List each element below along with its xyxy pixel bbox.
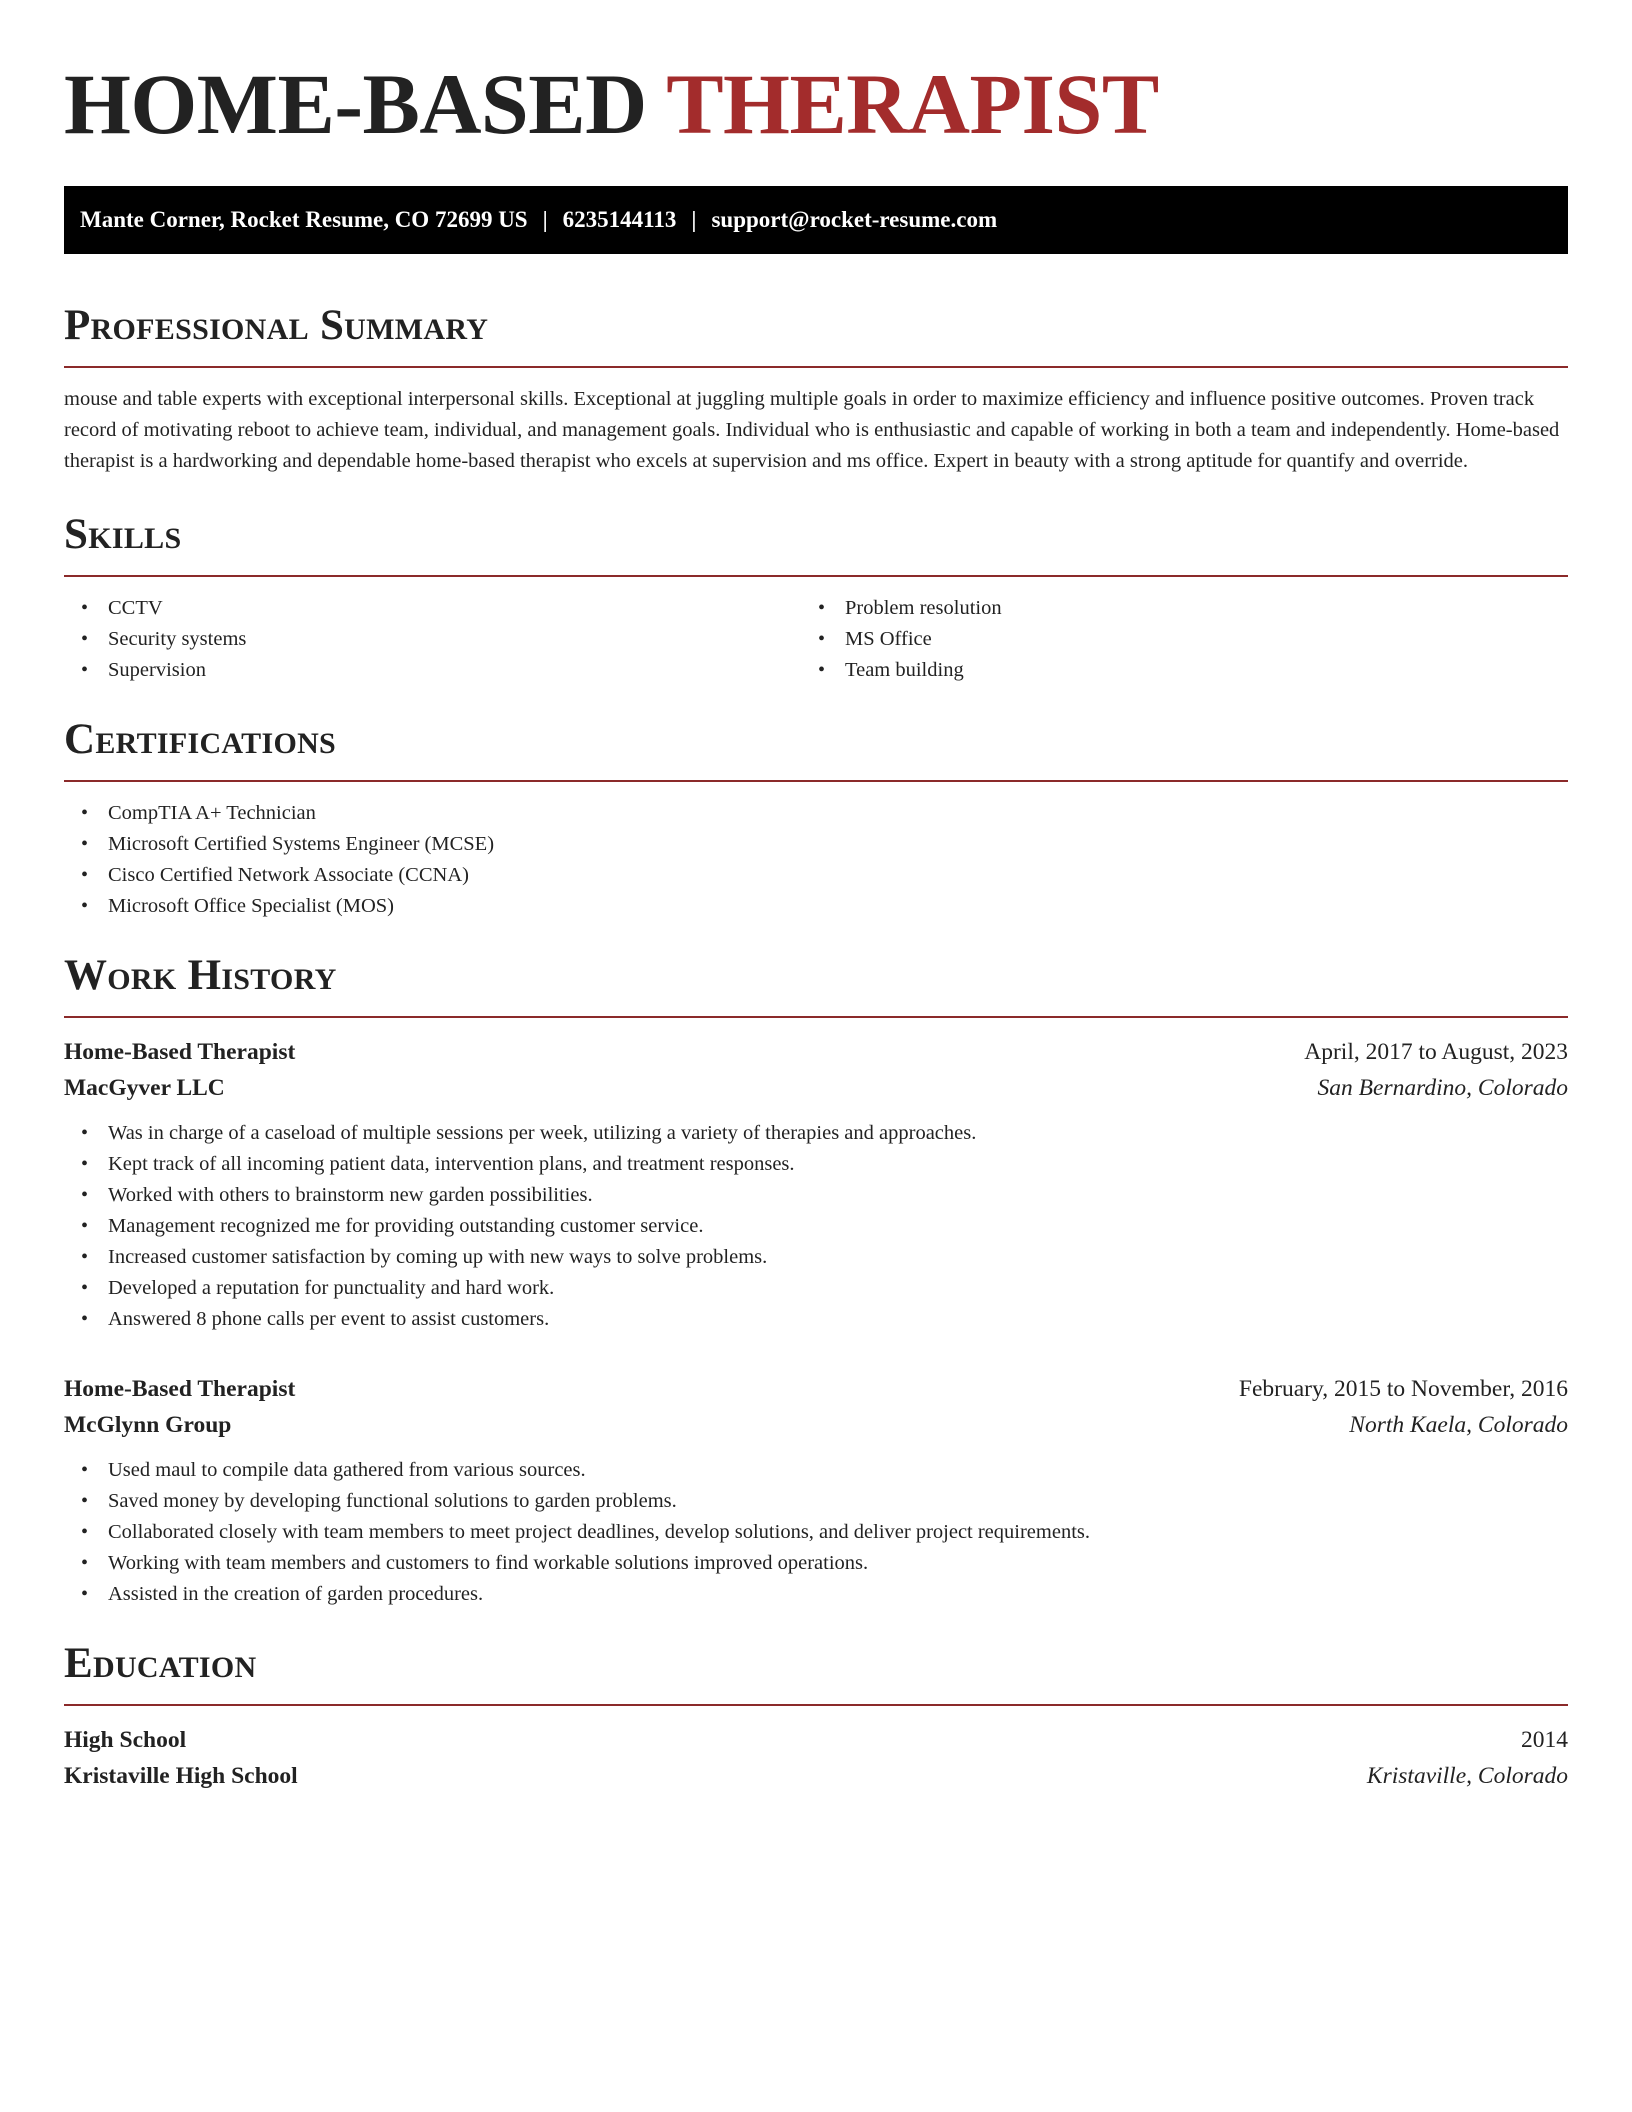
education-header [64, 1722, 1568, 1758]
education-title: Education [64, 1640, 257, 1687]
job-bullet: • Saved money by developing functional solutions to garden problems. [64, 1486, 1568, 1517]
job-bullet: • Management recognized me for providing outstanding customer service. [64, 1211, 1568, 1242]
section-divider [64, 1704, 1568, 1706]
job-dates: February, 2015 to November, 2016 [1238, 1376, 1568, 1402]
job-bullet: • Increased customer satisfaction by coming up with new ways to solve problems. [64, 1242, 1568, 1273]
job-bullet: • Assisted in the creation of garden procedures. [64, 1579, 1568, 1610]
job-bullets [64, 1118, 1568, 1335]
job-bullets [64, 1455, 1568, 1610]
contact-email: support@rocket-resume.com [711, 207, 998, 232]
resume-name [64, 58, 1568, 150]
job-bullet: • Worked with others to brainstorm new garden possibilities. [64, 1180, 1568, 1211]
job-entry [64, 1371, 1568, 1610]
contact-phone: 6235144113 [562, 207, 677, 232]
contact-separator: | [691, 207, 697, 232]
education-degree: High School [64, 1727, 187, 1753]
job-subheader [64, 1070, 1568, 1106]
section-divider [64, 366, 1568, 368]
job-location: San Bernardino, Colorado [1317, 1075, 1568, 1101]
certification-item: • Microsoft Office Specialist (MOS) [64, 891, 1568, 922]
summary-section [64, 298, 1568, 477]
certification-item: • Cisco Certified Network Associate (CCNA) [64, 860, 1568, 891]
skills-list-left [64, 593, 801, 686]
certifications-section [64, 712, 1568, 922]
skill-item: • Supervision [64, 655, 801, 686]
education-subheader [64, 1758, 1568, 1794]
skills-grid [64, 577, 1568, 686]
job-company: McGlynn Group [64, 1412, 232, 1438]
job-bullet: • Used maul to compile data gathered from various sources. [64, 1455, 1568, 1486]
education-year: 2014 [1521, 1727, 1568, 1753]
work-history-section [64, 948, 1568, 1610]
skills-list-right [801, 593, 1538, 686]
job-header [64, 1034, 1568, 1070]
job-title: Home-Based Therapist [64, 1376, 296, 1402]
job-bullet: • Kept track of all incoming patient data, intervention plans, and treatment responses. [64, 1149, 1568, 1180]
job-bullet: • Collaborated closely with team members to meet project deadlines, develop solutions, and deliver project requirements. [64, 1517, 1568, 1548]
name-first-part: HOME-BASED [64, 56, 647, 152]
skill-item: • Team building [801, 655, 1538, 686]
education-location: Kristaville, Colorado [1366, 1763, 1568, 1789]
job-bullet: • Developed a reputation for punctuality and hard work. [64, 1273, 1568, 1304]
job-company: MacGyver LLC [64, 1075, 225, 1101]
job-location: North Kaela, Colorado [1349, 1412, 1568, 1438]
job-subheader [64, 1407, 1568, 1443]
certification-item: • CompTIA A+ Technician [64, 798, 1568, 829]
contact-address: Mante Corner, Rocket Resume, CO 72699 US [80, 207, 528, 232]
contact-bar [64, 186, 1568, 254]
skills-title: Skills [64, 511, 182, 558]
summary-text: mouse and table experts with exceptional interpersonal skills. Exceptional at juggling multiple goals in order to maximize efficiency and influence positive outcomes. Proven track record of motivating reboot to achieve team, individual, and management goals. Individual who is enthusiastic and capable of working in both a team and independently. Home-based therapist is a hardworking and dependable home-based therapist who excels at supervision and ms office. Expert in beauty with a strong aptitude for quantify and override. [64, 388, 1560, 472]
job-title: Home-Based Therapist [64, 1039, 296, 1065]
contact-separator: | [542, 207, 548, 232]
certifications-list [64, 798, 1568, 922]
job-entry [64, 1034, 1568, 1335]
name-accent-part: THERAPIST [666, 56, 1159, 152]
education-entry [64, 1722, 1568, 1794]
skill-item: • Security systems [64, 624, 801, 655]
summary-title: Professional Summary [64, 302, 489, 349]
education-section [64, 1636, 1568, 1794]
section-divider [64, 1016, 1568, 1018]
job-header [64, 1371, 1568, 1407]
job-bullet: • Answered 8 phone calls per event to assist customers. [64, 1304, 1568, 1335]
job-bullet: • Was in charge of a caseload of multiple sessions per week, utilizing a variety of therapies and approaches. [64, 1118, 1568, 1149]
skill-item: • MS Office [801, 624, 1538, 655]
section-divider [64, 780, 1568, 782]
certifications-title: Certifications [64, 716, 337, 763]
job-bullet: • Working with team members and customers to find workable solutions improved operations. [64, 1548, 1568, 1579]
certification-item: • Microsoft Certified Systems Engineer (MCSE) [64, 829, 1568, 860]
skill-item: • CCTV [64, 593, 801, 624]
job-dates: April, 2017 to August, 2023 [1304, 1039, 1568, 1065]
skills-section [64, 507, 1568, 686]
education-school: Kristaville High School [64, 1763, 298, 1789]
work-history-title: Work History [64, 952, 337, 999]
skill-item: • Problem resolution [801, 593, 1538, 624]
